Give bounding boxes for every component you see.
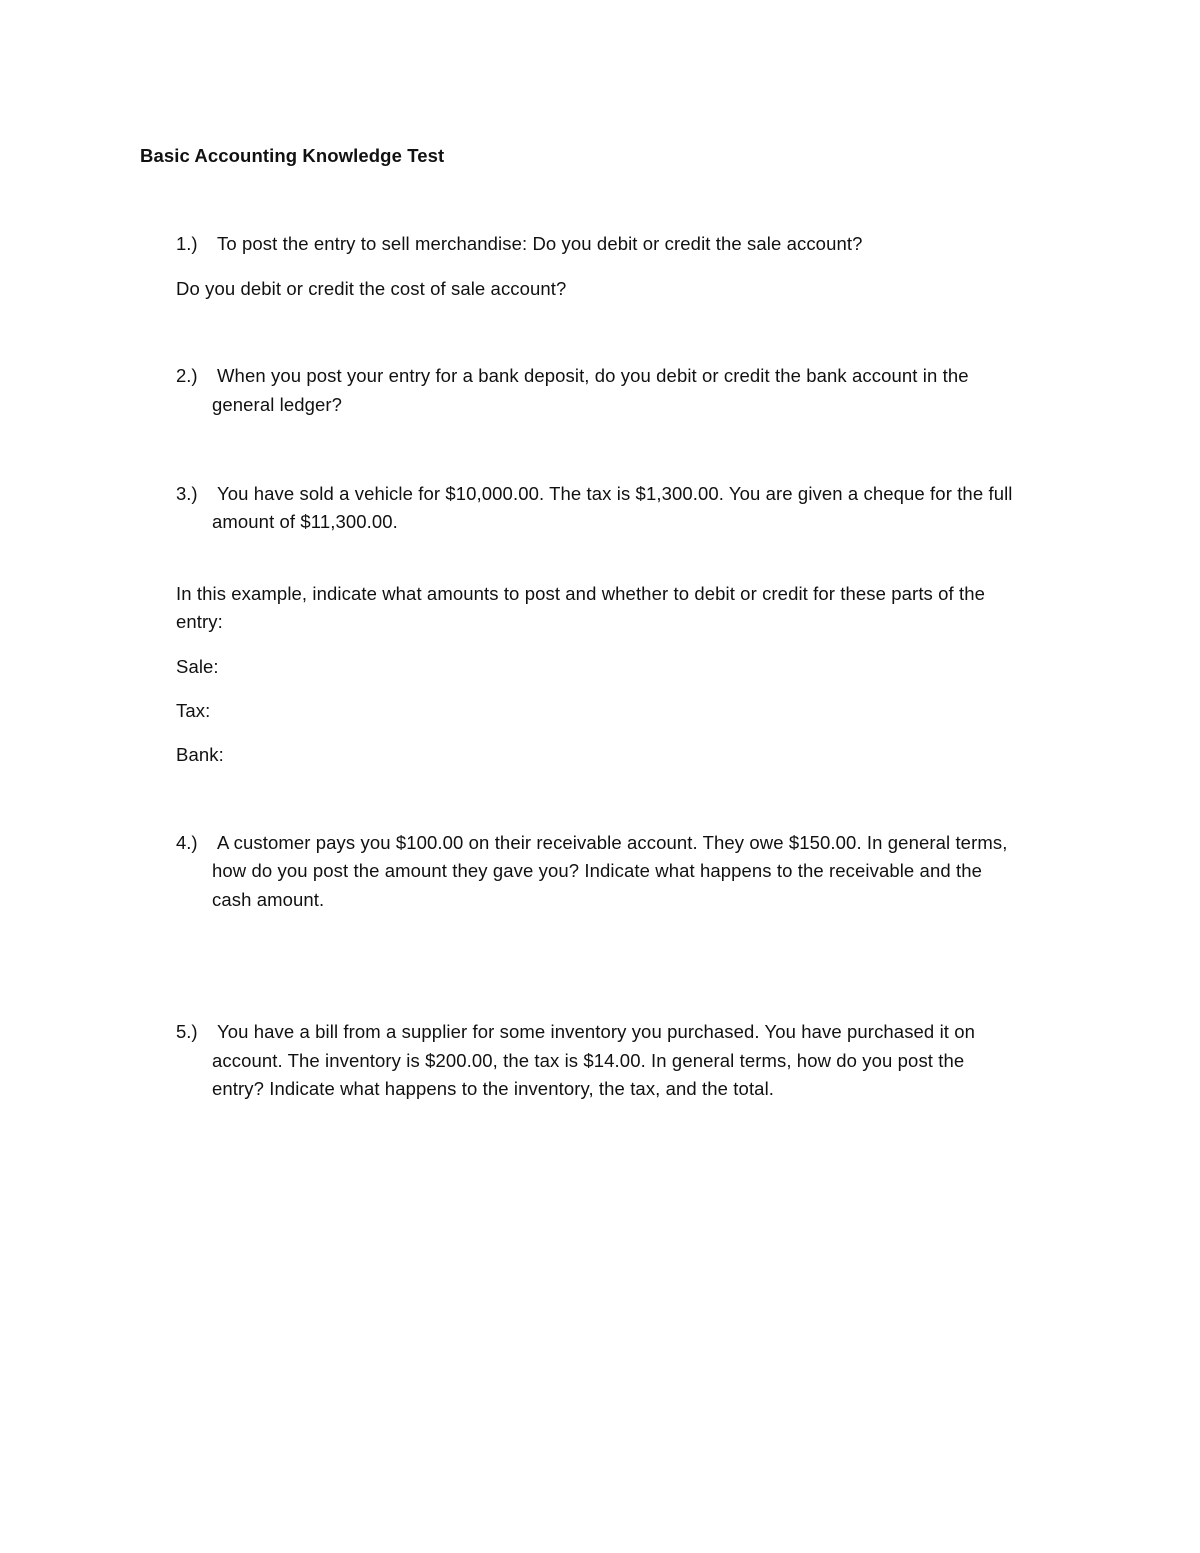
question-3-line-1: You have sold a vehicle for $10,000.00. The tax is $1,300.00. You are given a cheque for the full (217, 483, 1013, 504)
question-3-part-tax: Tax: (176, 700, 211, 721)
question-1-number: 1.) (176, 233, 198, 254)
question-5-line-3: entry? Indicate what happens to the inventory, the tax, and the total. (212, 1078, 775, 1099)
question-3-part-bank: Bank: (176, 744, 224, 765)
question-2-line-2: general ledger? (212, 394, 343, 415)
question-4-line-3: cash amount. (212, 889, 325, 910)
question-1-text: To post the entry to sell merchandise: Do you debit or credit the sale account? (217, 233, 863, 254)
question-3-instruction-line-2: entry: (176, 611, 223, 632)
question-3-part-sale: Sale: (176, 656, 219, 677)
question-4-line-2: how do you post the amount they gave you? Indicate what happens to the receivable and the (212, 860, 982, 881)
question-4-number: 4.) (176, 832, 198, 853)
question-2-line-1: When you post your entry for a bank deposit, do you debit or credit the bank account in the (217, 365, 969, 386)
question-5-line-2: account. The inventory is $200.00, the tax is $14.00. In general terms, how do you post the (212, 1050, 965, 1071)
question-3-number: 3.) (176, 483, 198, 504)
question-5-number: 5.) (176, 1021, 198, 1042)
question-4-line-1: A customer pays you $100.00 on their receivable account. They owe $150.00. In general terms, (217, 832, 1008, 853)
page-title: Basic Accounting Knowledge Test (140, 145, 445, 166)
question-2-number: 2.) (176, 365, 198, 386)
question-5-line-1: You have a bill from a supplier for some inventory you purchased. You have purchased it on (217, 1021, 976, 1042)
question-1-followup: Do you debit or credit the cost of sale account? (176, 278, 567, 299)
question-3-line-2: amount of $11,300.00. (212, 511, 398, 532)
question-3-instruction-line-1: In this example, indicate what amounts to post and whether to debit or credit for these parts of the (176, 583, 986, 604)
